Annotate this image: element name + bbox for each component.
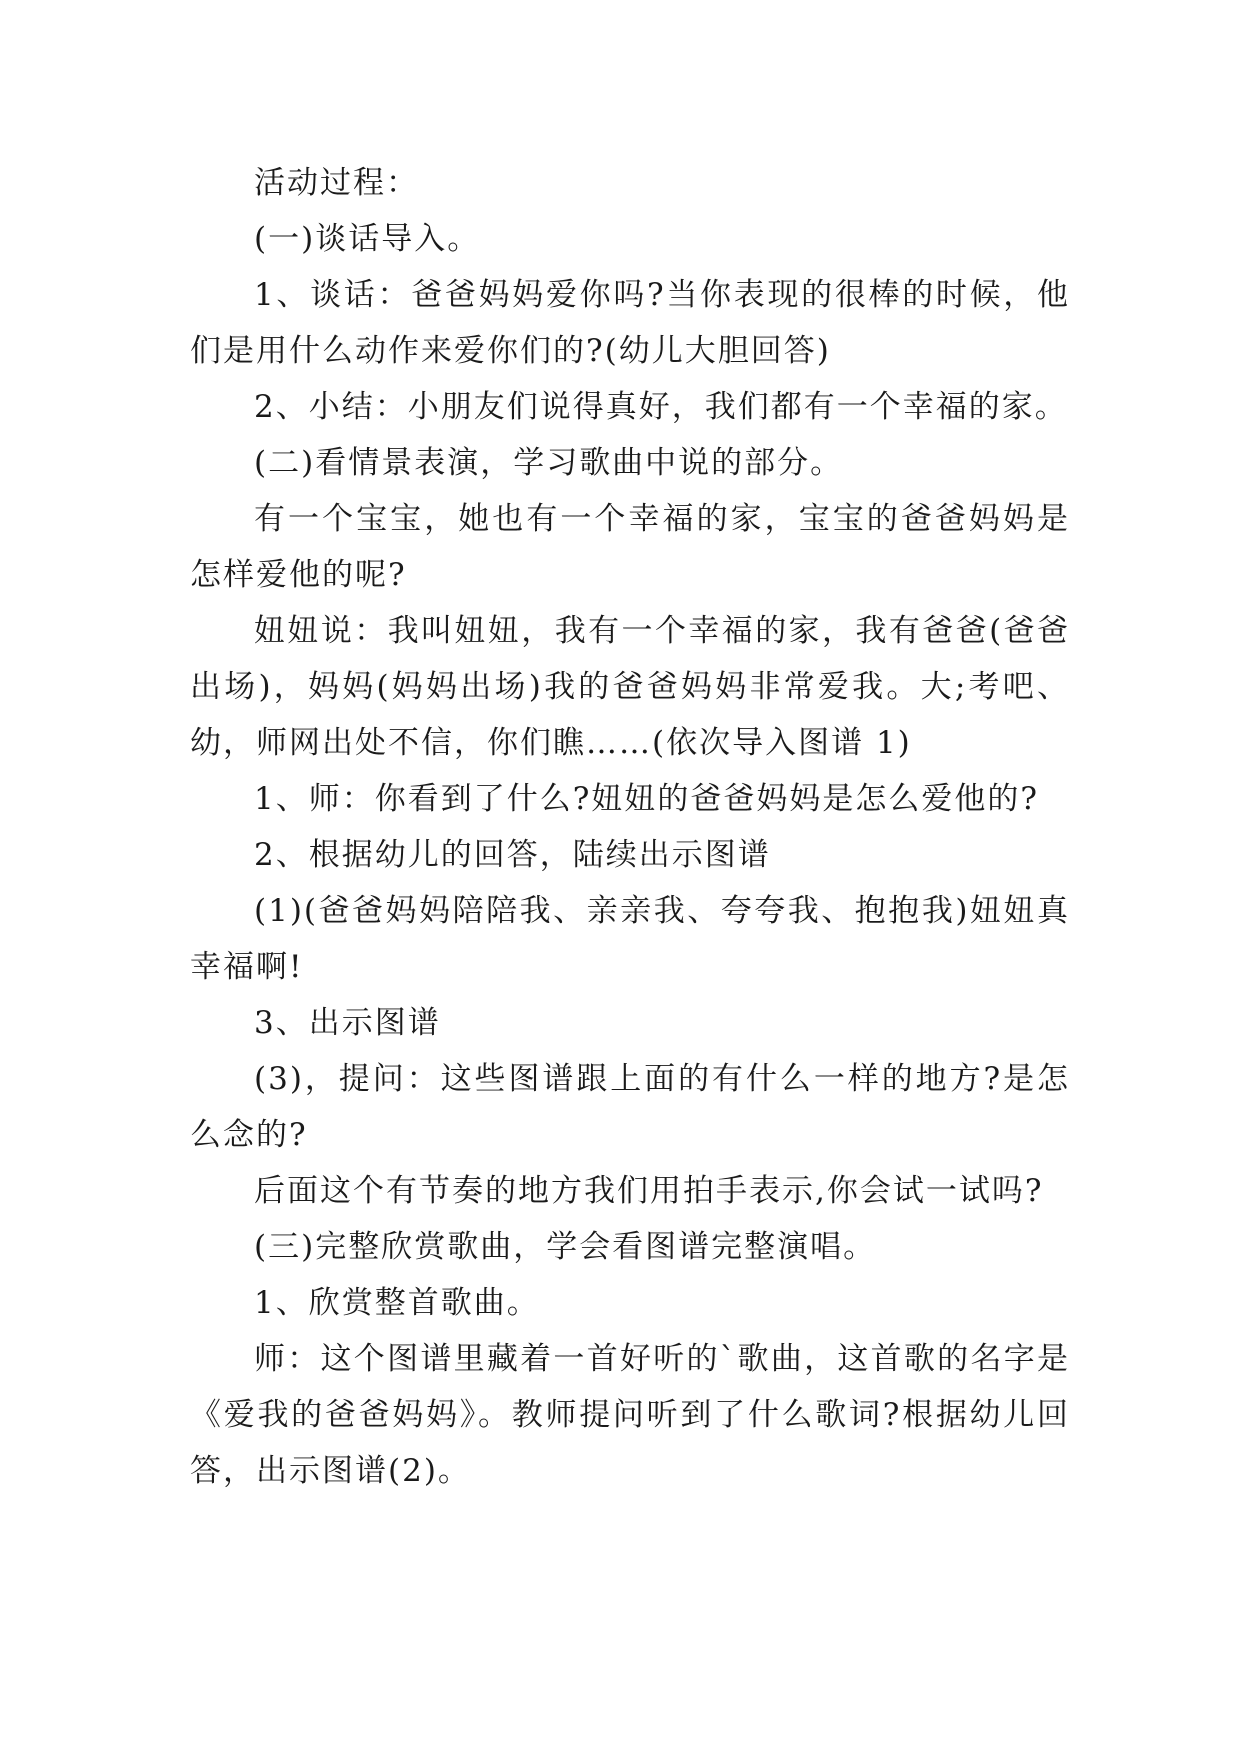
paragraph: 后面这个有节奏的地方我们用拍手表示,你会试一试吗?: [254, 1173, 1044, 1209]
paragraph: 妞妞说：我叫妞妞，我有一个幸福的家，我有爸爸(爸爸出场)，妈妈(妈妈出场)我的爸爸妈妈非常爱我。大;考吧、幼，师网出处不信，你们瞧……(依次导入图谱 1): [190, 613, 1070, 761]
paragraph: 1、谈话：爸爸妈妈爱你吗?当你表现的很棒的时候，他们是用什么动作来爱你们的?(幼儿大胆回答): [190, 277, 1070, 369]
paragraph: (一)谈话导入。: [254, 221, 481, 257]
document-body: [190, 155, 1070, 1499]
paragraph: (二)看情景表演，学习歌曲中说的部分。: [254, 445, 844, 481]
paragraph: 1、欣赏整首歌曲。: [254, 1285, 540, 1321]
paragraph: 1、师：你看到了什么?妞妞的爸爸妈妈是怎么爱他的?: [254, 781, 1039, 817]
paragraph: (3)，提问：这些图谱跟上面的有什么一样的地方?是怎么念的?: [190, 1061, 1070, 1153]
paragraph: 2、根据幼儿的回答，陆续出示图谱: [254, 837, 771, 873]
paragraph: (1)(爸爸妈妈陪陪我、亲亲我、夸夸我、抱抱我)妞妞真幸福啊!: [190, 893, 1070, 985]
paragraph: 2、小结：小朋友们说得真好，我们都有一个幸福的家。: [254, 389, 1068, 425]
paragraph: 有一个宝宝，她也有一个幸福的家，宝宝的爸爸妈妈是怎样爱他的呢?: [190, 501, 1070, 593]
paragraph: 师：这个图谱里藏着一首好听的`歌曲，这首歌的名字是《爱我的爸爸妈妈》。教师提问听到了什么歌词?根据幼儿回答，出示图谱(2)。: [190, 1341, 1070, 1489]
paragraph: 3、出示图谱: [254, 1005, 441, 1041]
paragraph: (三)完整欣赏歌曲，学会看图谱完整演唱。: [254, 1229, 877, 1265]
paragraph: 活动过程：: [254, 165, 419, 201]
